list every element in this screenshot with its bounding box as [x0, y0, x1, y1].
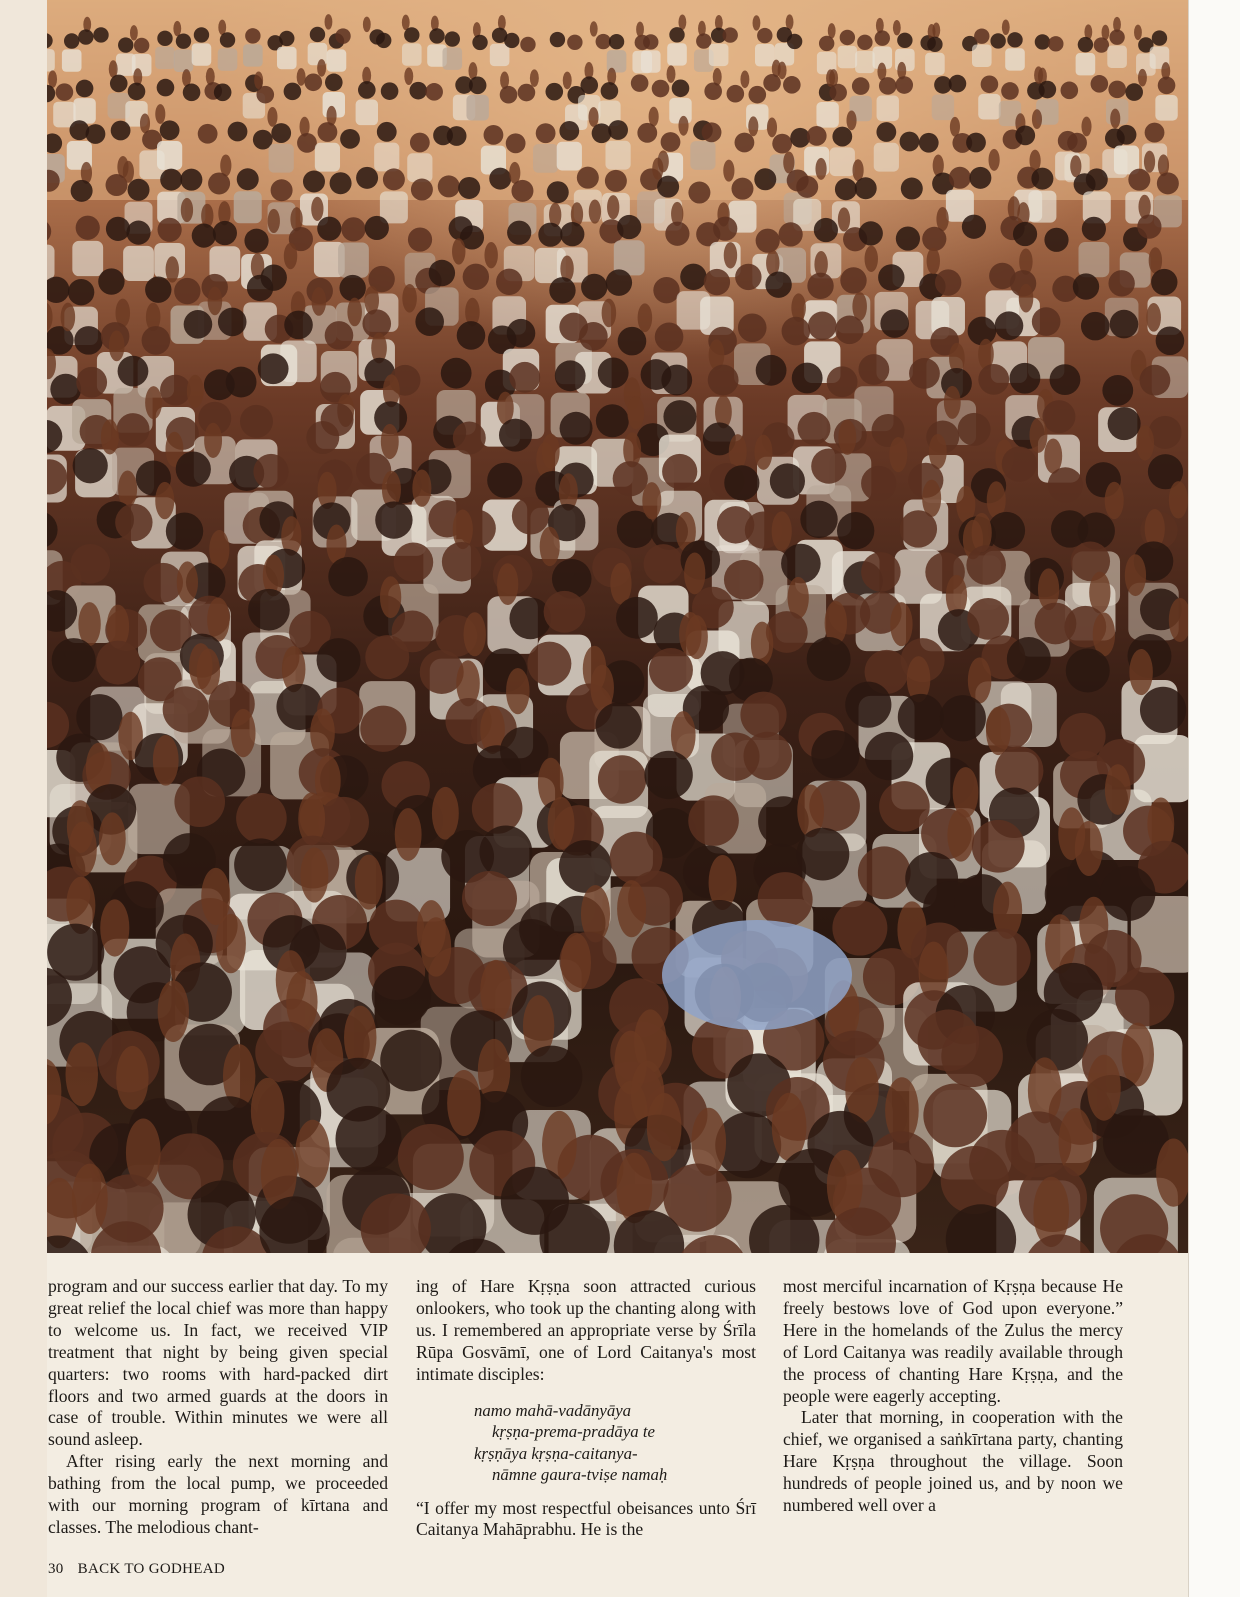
paragraph: “I offer my most respectful obeisances unto Śrī Caitanya Mahāprabhu. He is the — [416, 1497, 756, 1540]
verse-line: nāmne gaura-tviṣe namaḥ — [492, 1465, 668, 1485]
crowd-photo-icon — [47, 0, 1188, 1253]
paragraph: Later that morning, in cooperation with the chief, we organised a saṅkīrtana party, chanting Hare Kṛṣṇa throughout the village. Soon hundreds of people joined us, and by noon we numbered well over a — [783, 1407, 1123, 1516]
paragraph: ing of Hare Kṛṣṇa soon attracted curious onlookers, who took up the chanting along with us. I remembered an appropriate verse by Śrīla Rūpa Gosvāmī, one of Lord Caitanya's most intimate disciples: — [416, 1276, 756, 1384]
paragraph: program and our success earlier that day. To my great relief the local chief was more than happy to welcome us. In fact, we received VIP treatment that night by being given special quarters: two rooms with hard-packed dirt floors and two armed guards at the doors in case of trouble. Within minutes we were all sound asleep. — [48, 1276, 388, 1450]
crowd-photo — [47, 0, 1188, 1253]
page-margin-left — [0, 0, 47, 1597]
sanskrit-verse — [474, 1400, 756, 1486]
article-column-3 — [783, 1276, 1123, 1517]
paragraph: After rising early the next morning and bathing from the local pump, we proceeded with our morning program of kīrtana and classes. The melodious chant- — [48, 1451, 388, 1537]
paragraph: most merciful incarnation of Kṛṣṇa because He freely bestows love of God upon everyone.” Here in the homelands of the Zulus the mercy of Lord Caitanya was readily available through the process of chanting Hare Kṛṣṇa, and the people were eagerly accepting. — [783, 1276, 1123, 1406]
verse-line: namo mahā-vadānyāya — [474, 1400, 632, 1420]
page-margin-right — [1188, 0, 1240, 1597]
article-column-2 — [416, 1276, 756, 1541]
page-footer — [48, 1561, 225, 1578]
magazine-name: BACK TO GODHEAD — [77, 1561, 225, 1577]
page-number: 30 — [48, 1561, 64, 1577]
verse-line: kṛṣṇāya kṛṣṇa-caitanya- — [474, 1443, 638, 1463]
verse-line: kṛṣṇa-prema-pradāya te — [492, 1422, 655, 1442]
article-column-1 — [48, 1276, 388, 1539]
